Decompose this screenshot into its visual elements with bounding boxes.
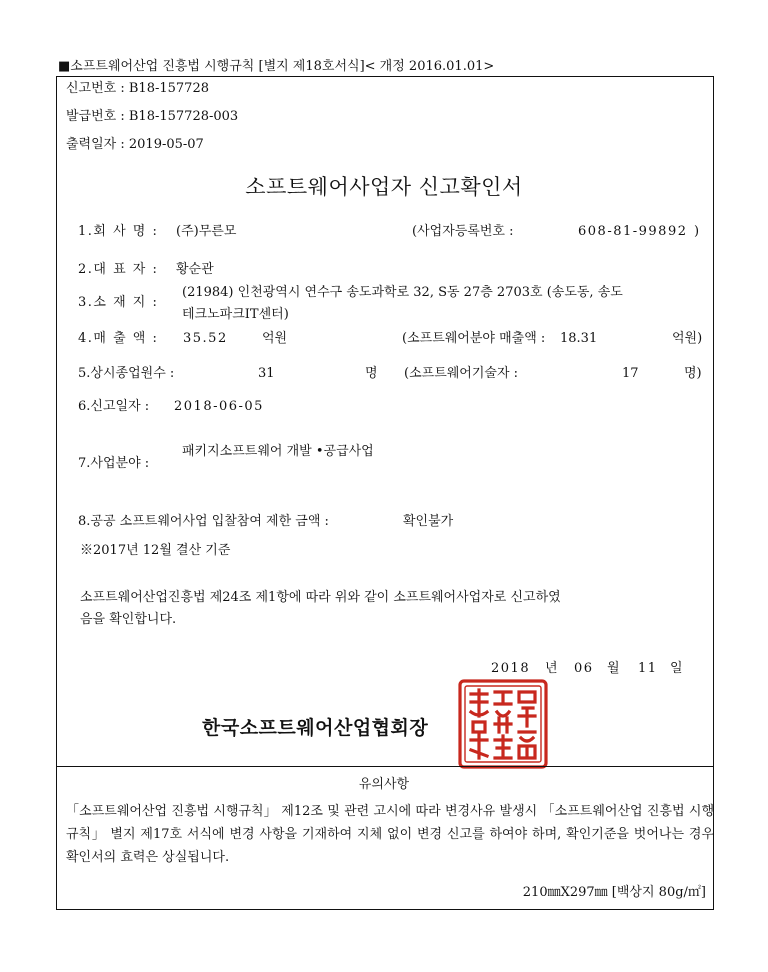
ceo-label: 2.대 표 자 : bbox=[78, 262, 159, 277]
confirmation-line1: 소프트웨어산업진흥법 제24조 제1항에 따라 위와 같이 소프트웨어사업자로 신고하였 bbox=[80, 590, 561, 605]
print-date: 출력일자 : 2019-05-07 bbox=[66, 137, 204, 152]
paper-spec: 210㎜X297㎜ [백상지 80g/㎡] bbox=[522, 885, 706, 900]
sw-sales-unit: 억원) bbox=[672, 331, 703, 346]
address-line2: 테크노파크IT센터) bbox=[182, 307, 289, 322]
notice-divider bbox=[56, 766, 714, 767]
employees-unit: 명 bbox=[365, 366, 378, 381]
issuer-name: 한국소프트웨어산업협회장 bbox=[202, 717, 429, 739]
bid-limit-label: 8.공공 소프트웨어사업 입찰참여 제한 금액 : bbox=[78, 514, 329, 529]
issue-day-unit: 일 bbox=[670, 661, 683, 676]
issue-number: 발급번호 : B18-157728-003 bbox=[66, 109, 239, 124]
sw-sales-value: 18.31 bbox=[560, 331, 598, 346]
business-reg-value: 608-81-99892 bbox=[578, 224, 688, 239]
report-date-label: 6.신고일자 : bbox=[78, 399, 150, 414]
sw-sales-label: (소프트웨어분야 매출액 : bbox=[402, 331, 546, 346]
issue-month-unit: 월 bbox=[607, 661, 620, 676]
address-line1: (21984) 인천광역시 연수구 송도과학로 32, S동 27층 2703호 (송도동, 송도 bbox=[182, 285, 623, 300]
document-title: 소프트웨어사업자 신고확인서 bbox=[245, 175, 523, 199]
report-number: 신고번호 : B18-157728 bbox=[66, 81, 209, 96]
ceo-value: 황순관 bbox=[176, 262, 214, 277]
report-date-value: 2018-06-05 bbox=[174, 399, 264, 414]
notice-title: 유의사항 bbox=[358, 777, 410, 792]
issue-month: 06 bbox=[574, 661, 594, 676]
form-reference: ■소프트웨어산업 진흥법 시행규칙 [별지 제18호서식]< 개정 2016.01.01> bbox=[58, 59, 495, 74]
engineers-unit: 명) bbox=[684, 366, 702, 381]
employees-label: 5.상시종업원수 : bbox=[78, 366, 175, 381]
address-label: 3.소 재 지 : bbox=[78, 295, 159, 310]
employees-value: 31 bbox=[258, 366, 275, 381]
bid-limit-value: 확인불가 bbox=[403, 514, 454, 529]
sales-value: 35.52 bbox=[183, 331, 228, 346]
company-label: 1.회 사 명 : bbox=[78, 224, 159, 239]
business-reg-label: (사업자등록번호 : bbox=[412, 224, 514, 239]
sales-unit: 억원 bbox=[262, 331, 288, 346]
sales-label: 4.매 출 액 : bbox=[78, 331, 159, 346]
notice-body: 「소프트웨어산업 진흥법 시행규칙」 제12조 및 관련 고시에 따라 변경사유 발생시 「소프트웨어산업 진흥법 시행규칙」 별지 제17호 서식에 변경 사항을 기재하여 지체 없이 변경 신고를 하여야 하며, 확인기준을 벗어나는 경우 확인서의 효력은 상실됩니다. bbox=[66, 804, 714, 865]
issue-year: 2018 bbox=[491, 661, 531, 676]
engineers-value: 17 bbox=[622, 366, 639, 381]
business-reg-close: ) bbox=[694, 224, 700, 239]
company-value: (주)무른모 bbox=[176, 224, 237, 239]
confirmation-line2: 음을 확인합니다. bbox=[80, 612, 177, 627]
basis-note: ※2017년 12월 결산 기준 bbox=[80, 543, 231, 558]
issue-day: 11 bbox=[638, 661, 658, 676]
official-seal-icon bbox=[457, 678, 549, 770]
engineers-label: (소프트웨어기술자 : bbox=[404, 366, 519, 381]
business-field-label: 7.사업분야 : bbox=[78, 456, 150, 471]
issue-year-unit: 년 bbox=[545, 661, 558, 676]
business-field-value: 패키지소프트웨어 개발 •공급사업 bbox=[182, 444, 374, 459]
